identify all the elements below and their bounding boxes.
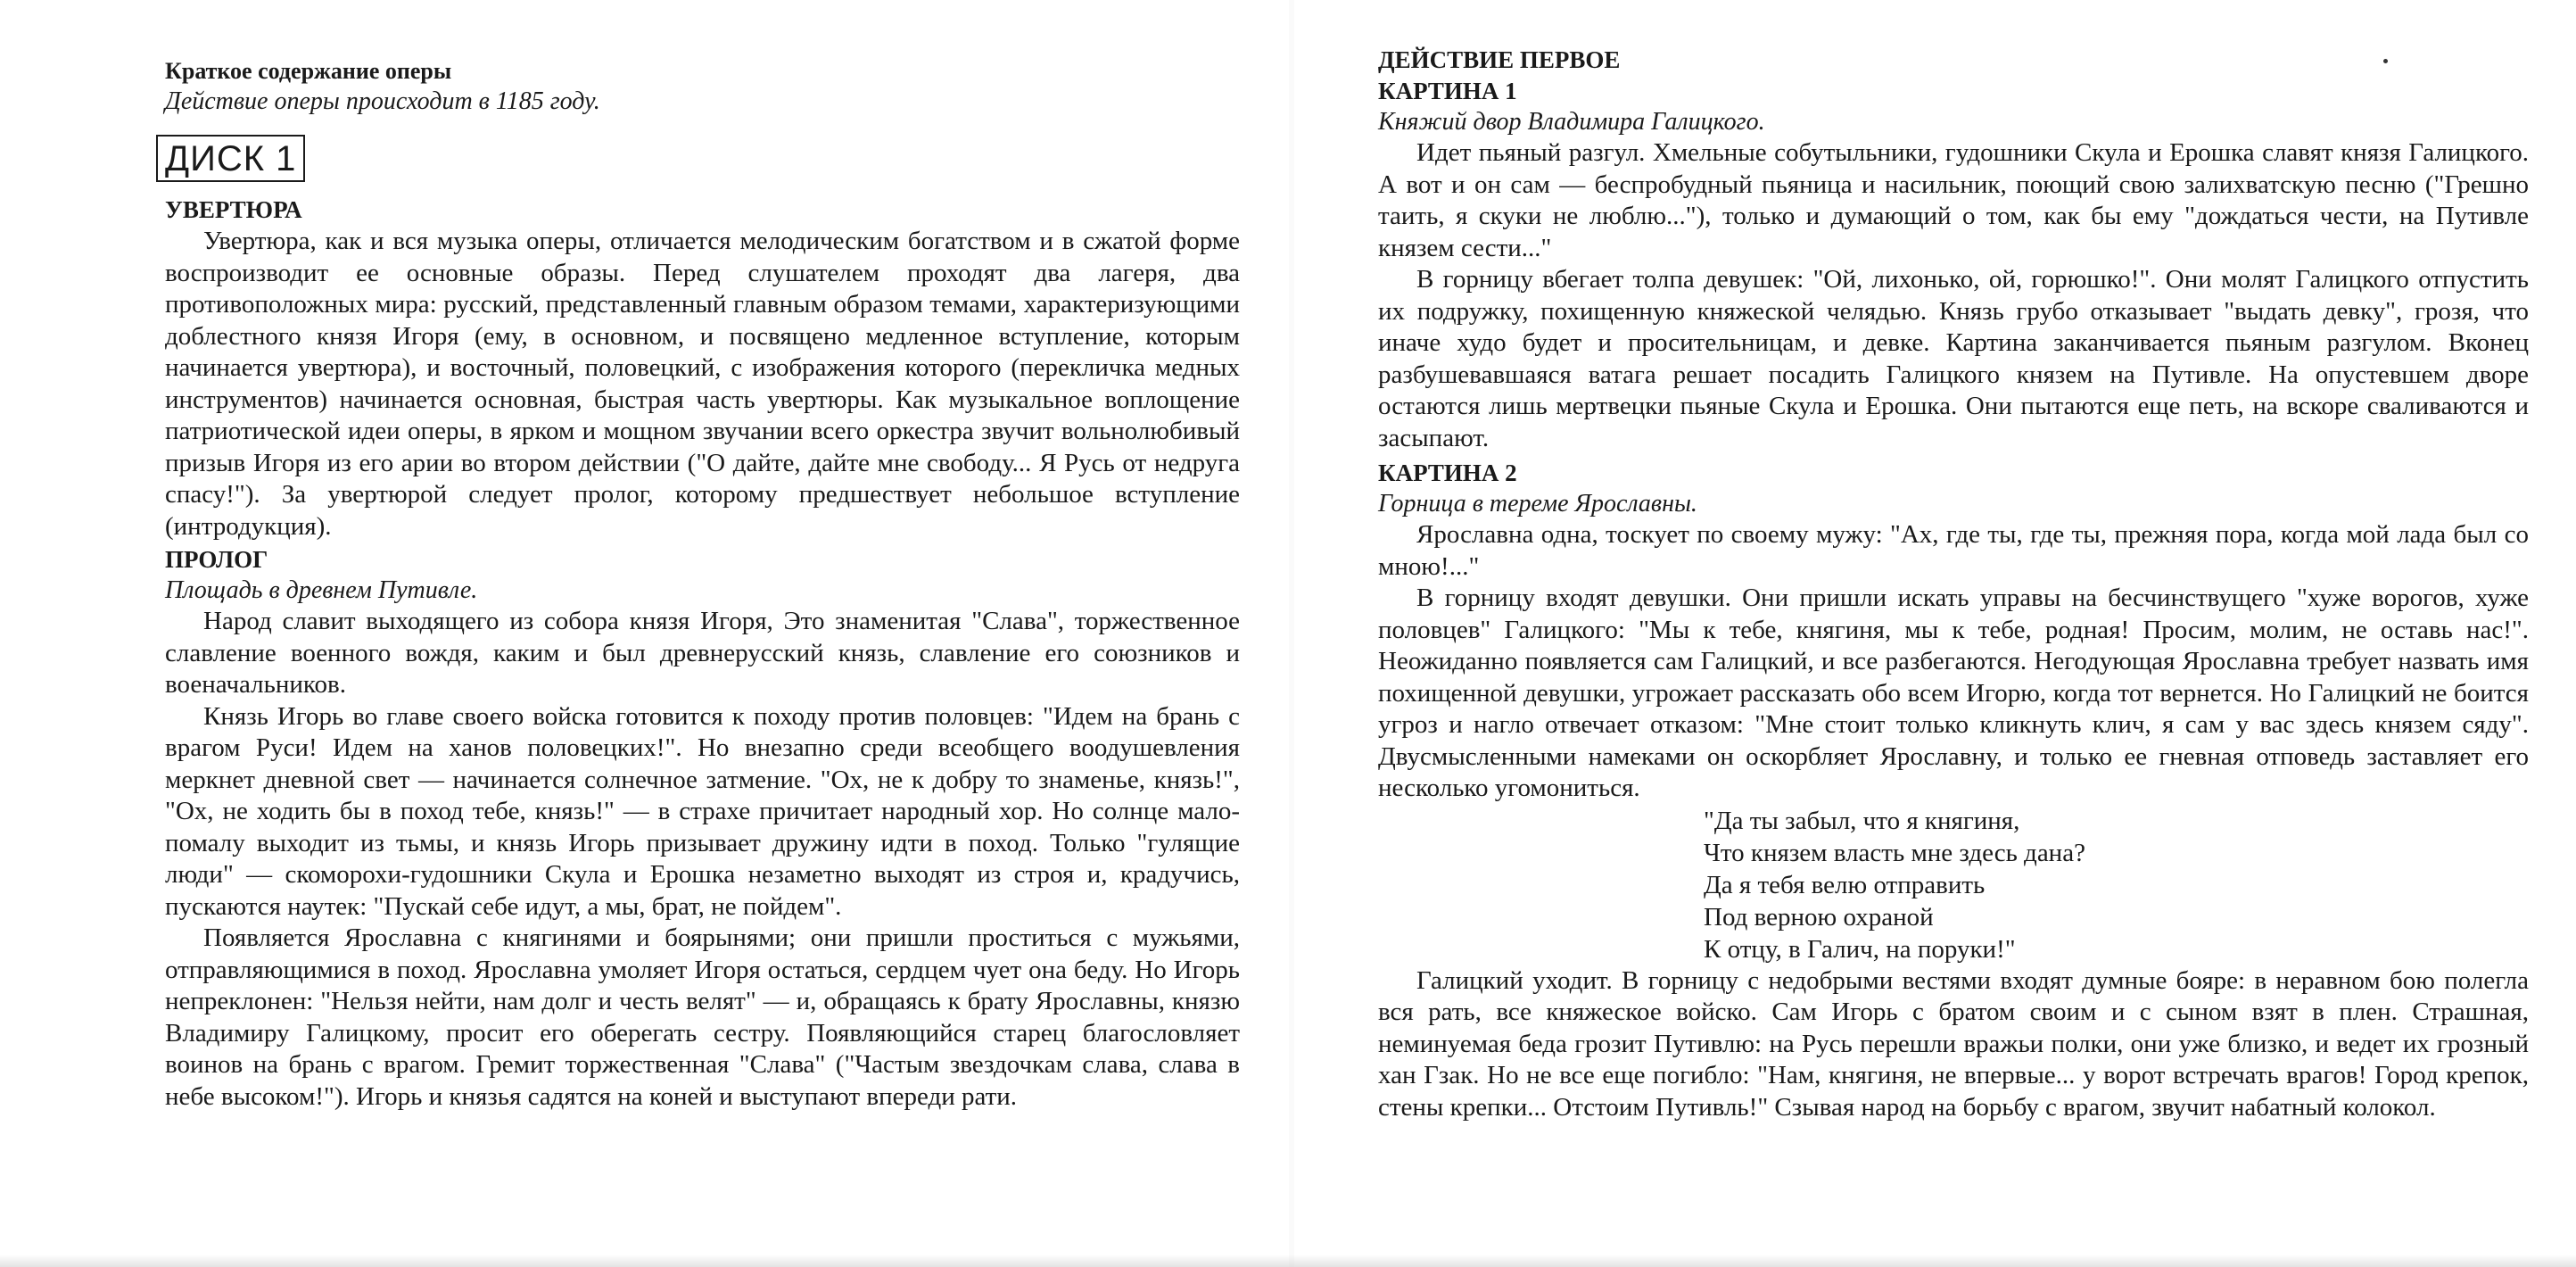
overture-text: Увертюра, как и вся музыка оперы, отличается мелодическим богатством и в сжатой форме воспроизводит ее основные образы. Перед слушателем проходят два лагеря, два противоположных мира: русский, представленный главным образом темами, характеризующими доблестного князя Игоря (ему, в основном, и посвящено медленное вступление, которым начинается увертюра), и восточный, половецкий, с изображения которого (перекличка медных инструментов) начинается основная, быстрая часть увертюры. Как музыкальное воплощение патриотической идеи оперы, в ярком и мощном звучании всего оркестра звучит вольнолюбивый призыв Игоря из его арии во втором действии ("О дайте, дайте мне свободу... Я Русь от недруга спасу!"). За увертюрой следует пролог, которому предшествует небольшое вступление (интродукция).: [165, 227, 1240, 541]
act-title: ДЕЙСТВИЕ ПЕРВОЕ: [1378, 46, 1621, 73]
left-page: [165, 0, 1240, 1267]
scan-edge-shadow: [0, 1255, 2576, 1267]
scene-1-title: КАРТИНА 1: [1378, 78, 1517, 104]
prologue-paragraph-2: Князь Игорь во главе своего войска готовится к походу против половцев: "Идем на брань с врагом Руси! Идем на ханов половецких!". Но внезапно среди всеобщего воодушевления меркнет дневной свет — начинается солнечное затмение. "Ох, не к добру то знаменье, князь!", "Ох, не ходить бы в поход тебе, князь!" — в страхе причитает народный хор. Но солнце мало-помалу выходит из тьмы, и князь Игорь призывает дружину идти в поход. Только "гулящие люди" — скоморохи-гудошники Скула и Ерошка незаметно выходят из строя и, крадучись, пускаются наутек: "Пускай себе идут, а мы, брат, не пойдем".: [165, 701, 1240, 921]
prologue-paragraph-1: Народ славит выходящего из собора князя Игоря, Это знаменитая "Слава", торжественное славление военного вождя, каким и был древнерусский князь, славление его союзников и военачальников.: [165, 607, 1240, 699]
prologue-paragraph-3: Появляется Ярославна с княгинями и боярынями; они пришли проститься с мужьями, отправляющимися в поход. Ярославна умоляет Игоря остаться, сердцем чует она беду. Но Игорь непреклонен: "Нельзя нейти, нам долг и честь велят" — и, обращаясь к брату Ярославны, князю Владимиру Галицкому, просит его оберегать сестру. Появляющийся старец благословляет воинов на брань с врагом. Гремит торжественная "Слава" ("Частым звездочкам слава, слава в небе высоком!"). Игорь и князья садятся на коней и выступают впереди рати.: [165, 923, 1240, 1111]
overture-title: УВЕРТЮРА: [165, 196, 302, 223]
verse-line: Под верною охраной: [1704, 902, 1934, 932]
scene-2-paragraph-1: Ярославна одна, тоскует по своему мужу: "Ах, где ты, где ты, прежняя пора, когда мой лада был со мною!...": [1378, 520, 2529, 581]
prologue-title: ПРОЛОГ: [165, 546, 268, 573]
disc-label: ДИСК 1: [156, 135, 305, 182]
summary-subtitle: Действие оперы происходит в 1185 году.: [165, 87, 600, 115]
scene-1-paragraph-1: Идет пьяный разгул. Хмельные собутыльники, гудошники Скула и Ерошка славят князя Галицкого. А вот и он сам — беспробудный пьяница и насильник, поющий свою залихватскую песню ("Грешно таить, я скуки не люблю..."), только и думающий о том, как бы ему "дождаться чести, на Путивле князем сести...": [1378, 138, 2529, 262]
print-speck: [2383, 59, 2388, 63]
verse-line: К отцу, в Галич, на поруки!": [1704, 934, 2016, 964]
scene-2-paragraph-3: Галицкий уходит. В горницу с недобрыми вестями входят думные бояре: в неравном бою полегла вся рать, все княжеское войско. Сам Игорь с братом своим и с сыном взят в плен. Страшная, неминуемая беда грозит Путивлю: на Русь перешли вражьи полки, они уже близко, и ведет их грозный хан Гзак. Но не все еще погибло: "Нам, княгиня, не впервые... у ворот встречать врагов! Город крепок, стены крепки... Отстоим Путивль!" Сзывая народ на борьбу с врагом, звучит набатный колокол.: [1378, 965, 2529, 1122]
scene-2-paragraph-2: В горницу входят девушки. Они пришли искать управы на бесчинствущего "хуже ворогов, хуже половцев" Галицкого: "Мы к тебе, княгиня, мы к тебе, родная! Просим, молим, не оставь нас!". Неожиданно появляется сам Галицкий, и все разбегаются. Негодующая Ярославна требует назвать имя похищенной девушки, угрожает рассказать обо всем Игорю, когда тот вернется. Но Галицкий не боится угроз и нагло отвечает отказом: "Мне стоит только кликнуть клич, я сам у вас здесь князем сяду". Двусмысленными намеками он оскорбляет Ярославну, и только ее гневная отповедь заставляет его несколько угомониться.: [1378, 584, 2529, 802]
verse-block: [1704, 805, 2529, 965]
scene-1-place: Княжий двор Владимира Галицкого.: [1378, 108, 1765, 136]
verse-line: Да я тебя велю отправить: [1704, 870, 1986, 899]
verse-line: Что князем власть мне здесь дана?: [1704, 838, 2085, 867]
summary-title: Краткое содержание оперы: [165, 58, 452, 84]
scene-2-title: КАРТИНА 2: [1378, 460, 1517, 486]
verse-line: "Да ты забыл, что я княгиня,: [1704, 806, 2020, 835]
scene-1-paragraph-2: В горницу вбегает толпа девушек: "Ой, лихонько, ой, горюшко!". Они молят Галицкого отпустить их подружку, похищенную княжеской челядью. Князь грубо отказывает "выдать девку", грозя, что иначе худо будет и просительницам, и девке. Картина заканчивается пьяным разгулом. Вконец разбушевавшаяся ватага решает посадить Галицкого князем на Путивле. На опустевшем дворе остаются лишь мертвецки пьяные Скула и Ерошка. Они пытаются еще петь, на вскоре сваливаются и засыпают.: [1378, 265, 2529, 452]
prologue-place: Площадь в древнем Путивле.: [165, 576, 478, 604]
page-fold: [1289, 0, 1294, 1267]
scene-2-place: Горница в тереме Ярославны.: [1378, 490, 1697, 518]
right-page: [1378, 0, 2529, 1267]
